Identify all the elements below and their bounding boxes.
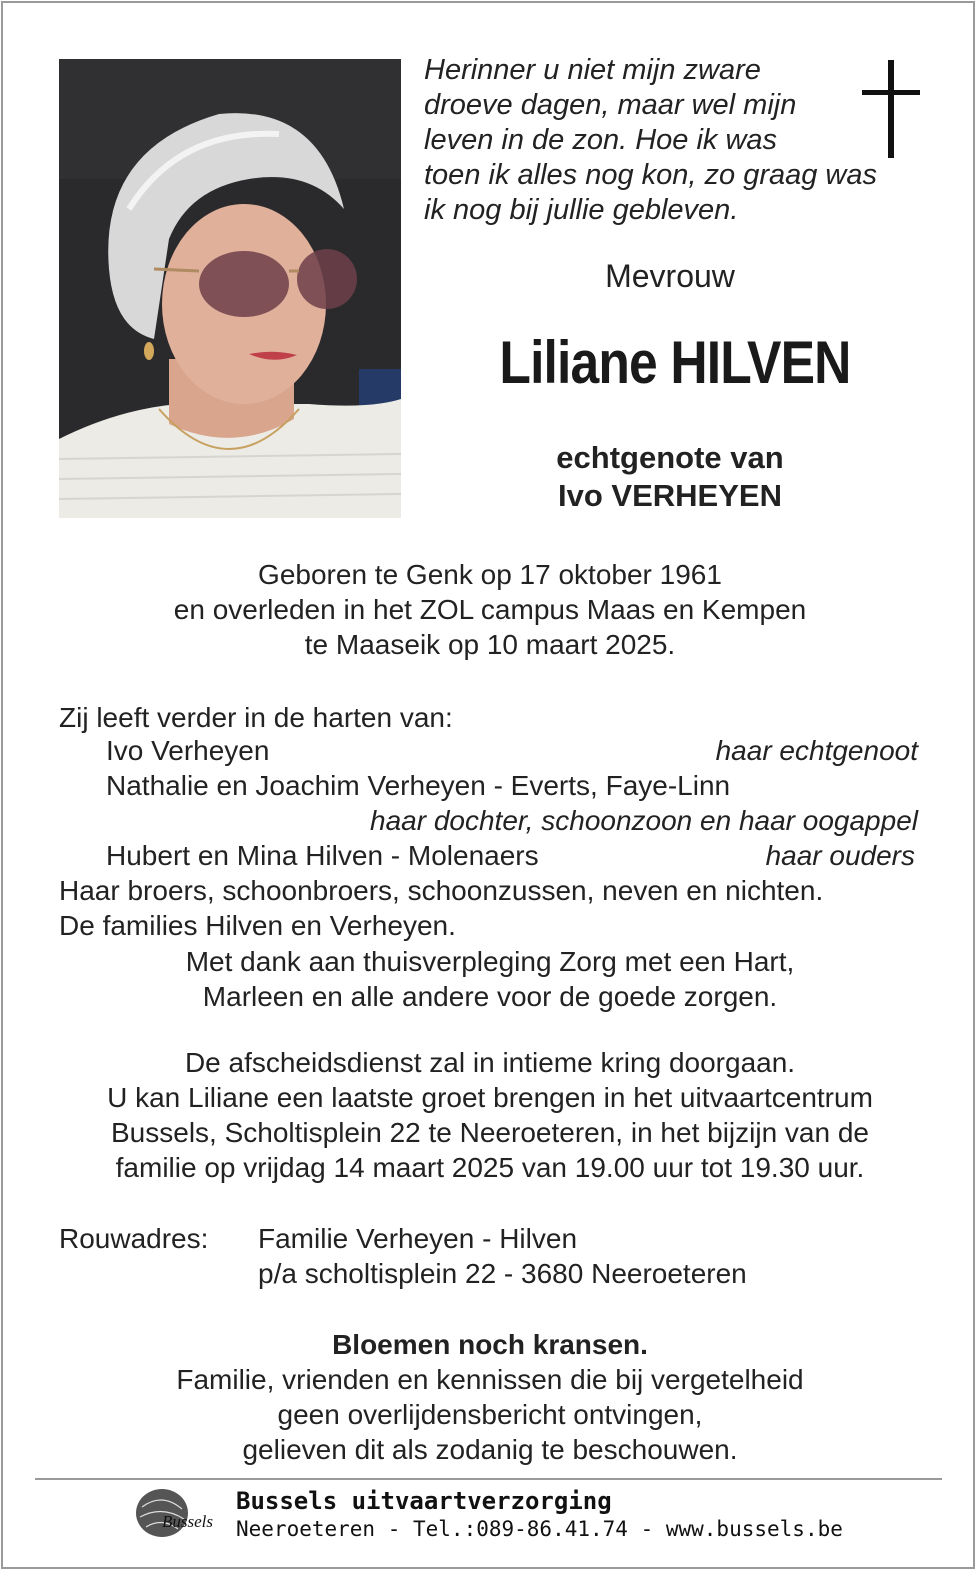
farewell-line: familie op vrijdag 14 maart 2025 van 19.00 uur tot 19.30 uur. xyxy=(115,1152,865,1183)
family-line: De families Hilven en Verheyen. xyxy=(59,910,456,941)
survivor-relation: haar ouders xyxy=(765,840,915,871)
family-line: Haar broers, schoonbroers, schoonzussen, neven en nichten. xyxy=(59,875,824,906)
survivor-relation: haar dochter, schoonzoon en haar oogappel xyxy=(370,805,918,836)
salutation: Mevrouw xyxy=(605,258,735,294)
company-name: Bussels uitvaartverzorging xyxy=(236,1487,612,1515)
death-place-line: te Maaseik op 10 maart 2025. xyxy=(304,629,676,660)
farewell-line: U kan Liliane een laatste groet brengen in het uitvaartcentrum xyxy=(107,1082,873,1113)
logo-text: Bussels xyxy=(162,1512,213,1531)
address-line: Familie Verheyen - Hilven xyxy=(258,1223,578,1254)
flowers-line: Familie, vrienden en kennissen die bij vergetelheid xyxy=(176,1364,804,1395)
portrait-photo xyxy=(59,59,401,518)
bussels-logo xyxy=(132,1487,222,1543)
poem-line: Herinner u niet mijn zware xyxy=(424,54,761,86)
flowers-line: gelieven dit als zodanig te beschouwen. xyxy=(242,1434,738,1465)
poem-line: ik nog bij jullie gebleven. xyxy=(424,194,739,226)
address-label: Rouwadres: xyxy=(59,1223,209,1254)
spouse-line: echtgenote van xyxy=(556,440,784,475)
farewell-line: De afscheidsdienst zal in intieme kring doorgaan. xyxy=(184,1047,796,1078)
survivor-name: Nathalie en Joachim Verheyen - Everts, Faye-Linn xyxy=(106,770,731,801)
deceased-name: Liliane HILVEN xyxy=(499,329,851,396)
address-line: p/a scholtisplein 22 - 3680 Neeroeteren xyxy=(258,1258,747,1289)
farewell-line: Bussels, Scholtisplein 22 te Neeroeteren, in het bijzijn van de xyxy=(111,1117,869,1148)
survivor-name: Ivo Verheyen xyxy=(106,735,270,766)
poem-line: toen ik alles nog kon, zo graag was xyxy=(424,159,877,191)
flowers-line: geen overlijdensbericht ontvingen, xyxy=(277,1399,703,1430)
company-contact: Neeroeteren - Tel.:089-86.41.74 - www.bussels.be xyxy=(236,1517,843,1541)
thanks-line: Marleen en alle andere voor de goede zorgen. xyxy=(202,981,778,1012)
survivor-name: Hubert en Mina Hilven - Molenaers xyxy=(106,840,539,871)
poem xyxy=(424,53,924,228)
flowers-heading: Bloemen noch kransen. xyxy=(332,1329,648,1360)
survivors-intro: Zij leeft verder in de harten van: xyxy=(59,702,453,733)
birth-line: Geboren te Genk op 17 oktober 1961 xyxy=(258,559,722,590)
footer-divider xyxy=(35,1478,942,1480)
poem-line: leven in de zon. Hoe ik was xyxy=(424,124,778,156)
spouse-name: Ivo VERHEYEN xyxy=(558,478,782,513)
cross-icon xyxy=(862,60,920,158)
poem-line: droeve dagen, maar wel mijn xyxy=(424,89,797,121)
thanks-line: Met dank aan thuisverpleging Zorg met een Hart, xyxy=(185,946,795,977)
survivor-relation: haar echtgenoot xyxy=(715,735,918,766)
death-line: en overleden in het ZOL campus Maas en Kempen xyxy=(173,594,807,625)
